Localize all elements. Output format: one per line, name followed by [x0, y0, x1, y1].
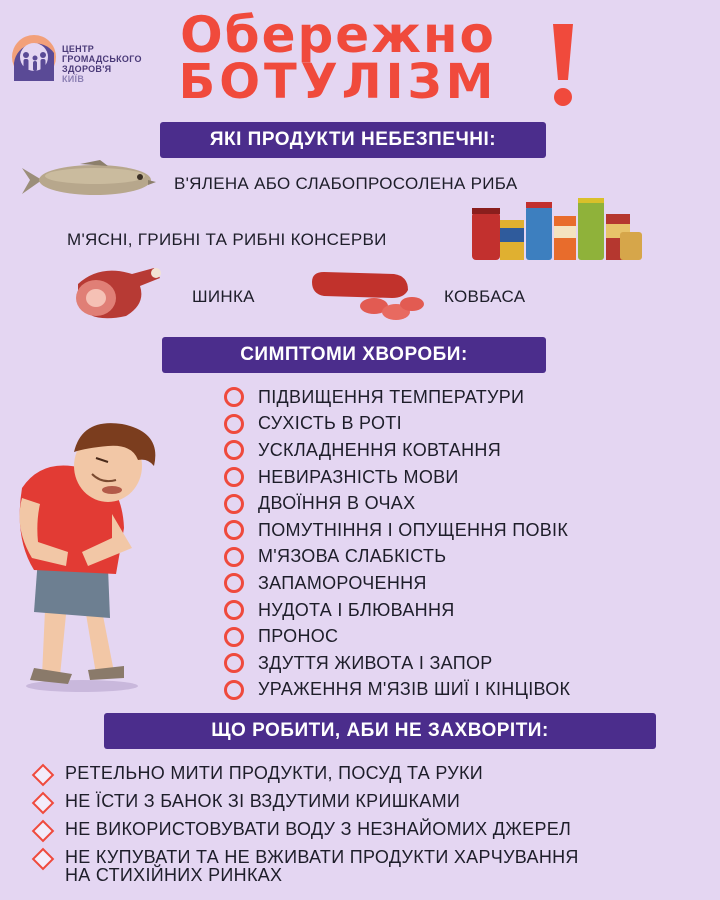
title-line2: БОТУЛІЗМ — [178, 54, 498, 110]
ham-icon — [70, 264, 164, 322]
diamond-bullet-icon — [32, 820, 55, 843]
list-item: УРАЖЕННЯ М'ЯЗІВ ШИЇ І КІНЦІВОК — [224, 677, 570, 704]
list-item: ПРОНОС — [224, 623, 570, 650]
product-fish: В'ЯЛЕНА АБО СЛАБОПРОСОЛЕНА РИБА — [174, 174, 518, 193]
circle-bullet-icon — [224, 440, 244, 460]
list-item: ЗДУТТЯ ЖИВОТА І ЗАПОР — [224, 650, 570, 677]
product-ham: ШИНКА — [192, 287, 255, 306]
circle-bullet-icon — [224, 573, 244, 593]
symptoms-heading: СИМПТОМИ ХВОРОБИ: — [162, 337, 546, 373]
prevention-list — [32, 764, 579, 884]
list-item: ЗАПАМОРОЧЕННЯ — [224, 570, 570, 597]
circle-bullet-icon — [224, 627, 244, 647]
list-item: НУДОТА І БЛЮВАННЯ — [224, 597, 570, 624]
list-item: НЕ ЇСТИ З БАНОК ЗІ ВЗДУТИМИ КРИШКАМИ — [32, 792, 579, 811]
logo-icon — [10, 33, 58, 81]
circle-bullet-icon — [224, 520, 244, 540]
list-item: УСКЛАДНЕННЯ КОВТАННЯ — [224, 437, 570, 464]
circle-bullet-icon — [224, 653, 244, 673]
circle-bullet-icon — [224, 414, 244, 434]
circle-bullet-icon — [224, 494, 244, 514]
prevention-heading: ЩО РОБИТИ, АБИ НЕ ЗАХВОРІТИ: — [104, 713, 656, 749]
circle-bullet-icon — [224, 680, 244, 700]
list-item: ПІДВИЩЕННЯ ТЕМПЕРАТУРИ — [224, 384, 570, 411]
circle-bullet-icon — [224, 547, 244, 567]
diamond-bullet-icon — [32, 764, 55, 787]
list-item: РЕТЕЛЬНО МИТИ ПРОДУКТИ, ПОСУД ТА РУКИ — [32, 764, 579, 783]
circle-bullet-icon — [224, 600, 244, 620]
list-item: СУХІСТЬ В РОТІ — [224, 411, 570, 438]
exclamation-icon — [548, 20, 578, 110]
diamond-bullet-icon — [32, 848, 55, 871]
circle-bullet-icon — [224, 467, 244, 487]
list-item: М'ЯЗОВА СЛАБКІСТЬ — [224, 544, 570, 571]
list-item: ПОМУТНІННЯ І ОПУЩЕННЯ ПОВІК — [224, 517, 570, 544]
circle-bullet-icon — [224, 387, 244, 407]
canned-food-icon — [470, 198, 645, 264]
list-item: НЕВИРАЗНІСТЬ МОВИ — [224, 464, 570, 491]
sausage-icon — [308, 268, 428, 324]
products-heading: ЯКІ ПРОДУКТИ НЕБЕЗПЕЧНІ: — [160, 122, 546, 158]
title-line1: Обережно — [180, 6, 496, 64]
logo-text: ЦЕНТР ГРОМАДСЬКОГО ЗДОРОВ'Я КИЇВ — [62, 44, 142, 84]
sick-man-illustration — [12, 418, 192, 698]
symptoms-list — [224, 384, 570, 703]
list-item: ДВОЇННЯ В ОЧАХ — [224, 490, 570, 517]
product-sausage: КОВБАСА — [444, 287, 526, 306]
dried-fish-icon — [20, 160, 158, 200]
list-item: НЕ ВИКОРИСТОВУВАТИ ВОДУ З НЕЗНАЙОМИХ ДЖЕРЕЛ — [32, 820, 579, 839]
diamond-bullet-icon — [32, 792, 55, 815]
product-canned: М'ЯСНІ, ГРИБНІ ТА РИБНІ КОНСЕРВИ — [67, 230, 387, 249]
list-item: НЕ КУПУВАТИ ТА НЕ ВЖИВАТИ ПРОДУКТИ ХАРЧУВАННЯ НА СТИХІЙНИХ РИНКАХ — [32, 848, 579, 884]
